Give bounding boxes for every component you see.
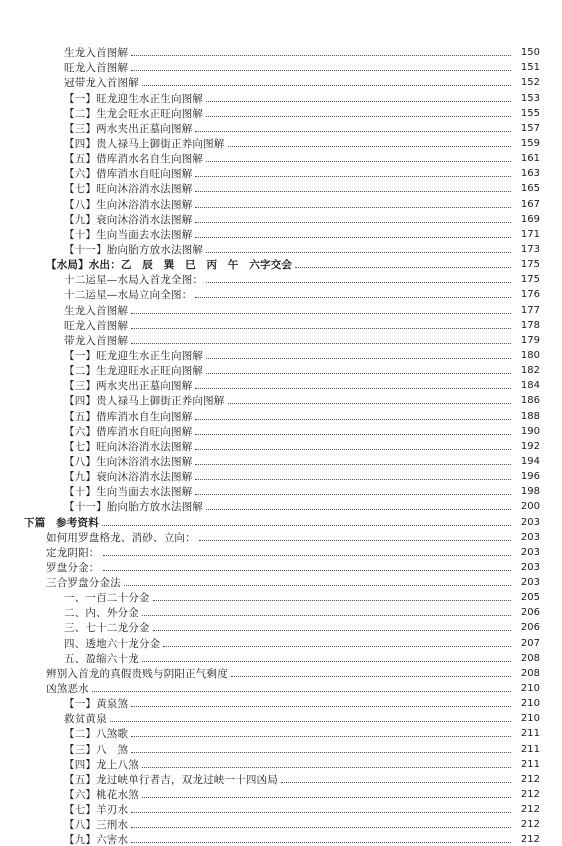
toc-entry-title: 【九】六害水 — [64, 834, 129, 846]
dot-leader — [131, 327, 511, 329]
toc-entry-title: 定龙阴阳： — [46, 546, 100, 559]
toc-entry — [0, 256, 562, 271]
toc-entry-title: 【九】衰向沐浴消水法图解 — [64, 213, 193, 226]
toc-entry-line — [64, 244, 514, 256]
dot-leader — [206, 160, 511, 162]
toc-entry — [0, 831, 562, 846]
toc-entry-line — [64, 335, 514, 347]
toc-entry-title: 如何用罗盘格龙、消砂、立向： — [46, 531, 196, 544]
toc-entry-title: 【六】借库消水自旺向图解 — [64, 425, 193, 438]
toc-entry-title: 一、一百二十分金 — [64, 592, 150, 605]
dot-leader — [206, 100, 511, 102]
dot-leader — [195, 206, 511, 208]
dot-leader — [142, 796, 511, 798]
dot-leader — [103, 554, 512, 556]
toc-entry-title: 【六】桃花水煞 — [64, 789, 139, 802]
toc-entry-line — [64, 607, 514, 619]
toc-entry-page-number: 203 — [520, 531, 540, 543]
toc-entry-title: 凶煞恶水 — [46, 683, 89, 696]
toc-entry-title: 【十一】胎向胎方放水法图解 — [64, 243, 204, 256]
toc-entry-title: 十二运星—水局立向全图： — [64, 289, 193, 302]
dot-leader — [153, 599, 511, 601]
toc-entry-title: 三合罗盘分金法 — [46, 577, 121, 590]
toc-entry — [0, 301, 562, 316]
toc-entry-page-number: 175 — [520, 274, 540, 286]
toc-entry-title: 【七】羊刃水 — [64, 804, 129, 817]
dot-leader — [110, 720, 511, 722]
toc-entry-page-number: 152 — [520, 77, 540, 89]
dot-leader — [131, 69, 511, 71]
toc-entry-page-number: 176 — [520, 289, 540, 301]
dot-leader — [153, 629, 511, 631]
toc-entry-title: 带龙入首图解 — [64, 334, 129, 347]
toc-entry-page-number: 153 — [520, 92, 540, 104]
dot-leader — [131, 312, 511, 314]
toc-entry — [0, 44, 562, 59]
toc-entry — [0, 695, 562, 710]
toc-entry-line — [64, 123, 514, 135]
toc-entry-page-number: 200 — [520, 501, 540, 513]
toc-entry-title: 【一】旺龙迎生水正生向图解 — [64, 92, 204, 105]
toc-entry-title: 罗盘分金： — [46, 561, 100, 574]
toc-entry — [0, 59, 562, 74]
toc-entry — [0, 816, 562, 831]
toc-entry — [0, 483, 562, 498]
toc-entry-page-number: 190 — [520, 425, 540, 437]
toc-entry-page-number: 212 — [520, 819, 540, 831]
toc-entry-page-number: 212 — [520, 773, 540, 785]
toc-entry-title: 四、透地六十龙分金 — [64, 637, 161, 650]
toc-entry — [0, 786, 562, 801]
toc-entry-line — [64, 592, 514, 604]
dot-leader — [195, 130, 511, 132]
dot-leader — [206, 115, 511, 117]
toc-entry-page-number: 192 — [520, 440, 540, 452]
dot-leader — [142, 766, 511, 768]
toc-entry-line — [64, 274, 514, 286]
toc-entry-title: 【四】贵人禄马上御街正养向图解 — [64, 395, 225, 408]
toc-entry — [0, 619, 562, 634]
toc-entry — [0, 423, 562, 438]
toc-entry-line — [64, 153, 514, 165]
toc-entry-line — [64, 501, 514, 513]
toc-entry-page-number: 155 — [520, 107, 540, 119]
dot-leader — [206, 357, 511, 359]
toc-entry — [0, 377, 562, 392]
toc-entry-title: 旺龙入首图解 — [64, 62, 129, 75]
toc-entry — [0, 498, 562, 513]
toc-entry — [0, 665, 562, 680]
toc-entry — [0, 180, 562, 195]
toc-entry-line — [64, 199, 514, 211]
toc-entry-page-number: 165 — [520, 183, 540, 195]
dot-leader — [206, 281, 511, 283]
toc-entry — [0, 120, 562, 135]
toc-entry-page-number: 182 — [520, 365, 540, 377]
toc-entry-title: 生龙入首图解 — [64, 304, 129, 317]
dot-leader — [163, 645, 511, 647]
toc-entry — [0, 589, 562, 604]
dot-leader — [131, 342, 511, 344]
toc-entry-line — [64, 789, 514, 801]
toc-entry-line — [64, 229, 514, 241]
toc-entry-line — [64, 411, 514, 423]
toc-entry — [0, 801, 562, 816]
toc-entry-line — [64, 108, 514, 120]
toc-entry-page-number: 194 — [520, 455, 540, 467]
toc-entry-line — [64, 350, 514, 362]
toc-entry-title: 【十】生向当面去水法图解 — [64, 228, 193, 241]
toc-entry-page-number: 188 — [520, 410, 540, 422]
toc-entry-line — [64, 62, 514, 74]
toc-entry-page-number: 206 — [520, 622, 540, 634]
dot-leader — [131, 705, 511, 707]
toc-entry-page-number: 203 — [520, 546, 540, 558]
toc-entry — [0, 362, 562, 377]
dot-leader — [131, 811, 511, 813]
dot-leader — [142, 84, 511, 86]
toc-entry-page-number: 171 — [520, 228, 540, 240]
dot-leader — [131, 841, 511, 843]
dot-leader — [131, 826, 511, 828]
toc-entry-title: 【五】借库消水名自生向图解 — [64, 153, 204, 166]
toc-entry-page-number: 210 — [520, 683, 540, 695]
toc-entry-title: 冠带龙入首图解 — [64, 77, 139, 90]
toc-entry-title: 【一】黄泉煞 — [64, 698, 129, 711]
toc-entry-page-number: 212 — [520, 834, 540, 846]
toc-entry-title: 旺龙入首图解 — [64, 319, 129, 332]
toc-entry-line — [64, 214, 514, 226]
toc-entry-line — [46, 562, 514, 574]
toc-entry-line — [64, 93, 514, 105]
toc-entry-page-number: 208 — [520, 667, 540, 679]
toc-entry-line — [64, 305, 514, 317]
toc-entry-line — [46, 683, 514, 695]
toc-entry-title: 生龙入首图解 — [64, 47, 129, 60]
toc-entry-title: 【七】旺向沐浴消水法图解 — [64, 440, 193, 453]
toc-entry — [0, 650, 562, 665]
toc-entry-page-number: 178 — [520, 319, 540, 331]
toc-entry-page-number: 196 — [520, 471, 540, 483]
toc-entry — [0, 347, 562, 362]
dot-leader — [206, 372, 511, 374]
toc-entry-line — [64, 441, 514, 453]
dot-leader — [195, 190, 511, 192]
toc-entry-title: 二、内、外分金 — [64, 607, 139, 620]
toc-entry-line — [64, 365, 514, 377]
toc-entry-page-number: 205 — [520, 592, 540, 604]
toc-entry-title: 【五】龙过峡单行者吉，双龙过峡一十四凶局 — [64, 773, 278, 786]
toc-entry — [0, 438, 562, 453]
toc-entry — [0, 725, 562, 740]
toc-entry-page-number: 184 — [520, 380, 540, 392]
dot-leader — [142, 614, 511, 616]
toc-entry-title: 五、盈缩六十龙 — [64, 652, 139, 665]
toc-entry-title: 【二】生龙迎旺水正旺向图解 — [64, 365, 204, 378]
dot-leader — [206, 508, 511, 510]
toc-entry-title: 【十一】胎向胎方放水法图解 — [64, 501, 204, 514]
toc-entry — [0, 271, 562, 286]
toc-entry-page-number: 177 — [520, 304, 540, 316]
toc-entry-page-number: 167 — [520, 198, 540, 210]
dot-leader — [131, 54, 511, 56]
toc-entry-title: 辨别入首龙的真假贵贱与阴阳正气剩度 — [46, 667, 228, 680]
toc-entry-line — [64, 168, 514, 180]
dot-leader — [295, 266, 511, 268]
toc-entry-line — [64, 320, 514, 332]
toc-entry-page-number: 203 — [520, 577, 540, 589]
toc-entry-title: 【八】三刑水 — [64, 819, 129, 832]
toc-entry-line — [64, 744, 514, 756]
dot-leader — [103, 569, 512, 571]
dot-leader — [199, 539, 511, 541]
toc-entry — [0, 529, 562, 544]
toc-entry-title: 下篇 参考资料 — [24, 516, 99, 529]
toc-entry-line — [46, 577, 514, 589]
toc-entry-line — [64, 77, 514, 89]
toc-entry — [0, 544, 562, 559]
toc-entry — [0, 453, 562, 468]
toc-entry — [0, 740, 562, 755]
toc-entry-page-number: 198 — [520, 486, 540, 498]
toc-entry-line — [64, 774, 514, 786]
toc-entry-title: 【九】衰向沐浴消水法图解 — [64, 471, 193, 484]
toc-entry-page-number: 161 — [520, 153, 540, 165]
toc-entry — [0, 392, 562, 407]
dot-leader — [102, 524, 511, 526]
toc-entry-title: 【一】旺龙迎生水正生向图解 — [64, 349, 204, 362]
toc-entry-line — [64, 486, 514, 498]
toc-entry-title: 【三】两水夹出正墓向图解 — [64, 380, 193, 393]
toc-entry-line — [64, 426, 514, 438]
dot-leader — [228, 145, 512, 147]
toc-entry-line — [64, 395, 514, 407]
toc-entry — [0, 756, 562, 771]
toc-entry-line — [46, 547, 514, 559]
toc-entry-line — [64, 834, 514, 846]
toc-entry-page-number: 210 — [520, 698, 540, 710]
toc-entry-page-number: 212 — [520, 804, 540, 816]
dot-leader — [195, 296, 511, 298]
toc-entry — [0, 105, 562, 120]
toc-entry-title: 【三】两水夹出正墓向图解 — [64, 122, 193, 135]
toc-entry — [0, 634, 562, 649]
toc-entry-title: 【四】贵人禄马上御街正养向图解 — [64, 137, 225, 150]
toc-entry — [0, 604, 562, 619]
toc-entry-page-number: 169 — [520, 213, 540, 225]
dot-leader — [195, 236, 511, 238]
toc-entry-line — [46, 668, 514, 680]
toc-entry-title: 【七】旺向沐浴消水法图解 — [64, 183, 193, 196]
toc-entry-line — [64, 456, 514, 468]
dot-leader — [195, 418, 511, 420]
toc-entry — [0, 771, 562, 786]
toc-entry — [0, 89, 562, 104]
dot-leader — [228, 402, 512, 404]
toc-entry-line — [64, 622, 514, 634]
toc-entry-page-number: 208 — [520, 652, 540, 664]
toc-entry — [0, 574, 562, 589]
toc-entry — [0, 468, 562, 483]
toc-entry-title: 【十】生向当面去水法图解 — [64, 486, 193, 499]
toc-entry-line — [64, 713, 514, 725]
dot-leader — [124, 584, 511, 586]
toc-entry — [0, 226, 562, 241]
toc-entry-page-number: 206 — [520, 607, 540, 619]
toc-entry-title: 【三】八 煞 — [64, 743, 129, 756]
toc-entry-title: 【二】生龙会旺水正旺向图解 — [64, 107, 204, 120]
toc-entry-title: 【六】借库消水自旺向图解 — [64, 168, 193, 181]
toc-entry-line — [46, 259, 514, 271]
toc-entry-line — [64, 47, 514, 59]
dot-leader — [131, 751, 511, 753]
toc-entry — [0, 241, 562, 256]
toc-entry-line — [64, 728, 514, 740]
toc-entry-title: 救贫黄泉 — [64, 713, 107, 726]
dot-leader — [206, 251, 511, 253]
toc-entry — [0, 332, 562, 347]
toc-entry — [0, 211, 562, 226]
toc-entry — [0, 135, 562, 150]
toc-entry-page-number: 175 — [520, 259, 540, 271]
dot-leader — [195, 387, 511, 389]
toc-entry-page-number: 203 — [520, 516, 540, 528]
dot-leader — [195, 221, 511, 223]
toc-entry-line — [64, 759, 514, 771]
toc-entry-line — [24, 517, 514, 529]
toc-entry-line — [64, 638, 514, 650]
toc-entry — [0, 710, 562, 725]
toc-entry-page-number: 211 — [520, 728, 540, 740]
toc-entry — [0, 74, 562, 89]
table-of-contents — [0, 44, 562, 846]
toc-entry-line — [64, 653, 514, 665]
toc-entry-page-number: 211 — [520, 743, 540, 755]
toc-entry-title: 【二】八煞歌 — [64, 728, 129, 741]
toc-entry-title: 【四】龙上八煞 — [64, 758, 139, 771]
toc-entry-page-number: 207 — [520, 637, 540, 649]
toc-entry-line — [64, 138, 514, 150]
toc-entry-line — [64, 698, 514, 710]
dot-leader — [195, 433, 511, 435]
toc-entry-line — [64, 380, 514, 392]
toc-entry-page-number: 179 — [520, 334, 540, 346]
toc-entry-page-number: 150 — [520, 47, 540, 59]
toc-entry-page-number: 210 — [520, 713, 540, 725]
toc-entry — [0, 680, 562, 695]
toc-entry — [0, 165, 562, 180]
toc-entry-title: 【八】生向沐浴消水法图解 — [64, 455, 193, 468]
toc-entry-page-number: 163 — [520, 168, 540, 180]
toc-entry-title: 【五】借库消水自生向图解 — [64, 410, 193, 423]
toc-entry-title: 十二运星—水局入首龙全图： — [64, 274, 204, 287]
toc-entry-page-number: 151 — [520, 62, 540, 74]
toc-entry-page-number: 180 — [520, 349, 540, 361]
toc-entry-line — [64, 804, 514, 816]
toc-entry-line — [64, 183, 514, 195]
toc-entry — [0, 407, 562, 422]
toc-entry — [0, 317, 562, 332]
dot-leader — [195, 493, 511, 495]
toc-entry-line — [64, 819, 514, 831]
toc-entry-line — [46, 532, 514, 544]
dot-leader — [281, 781, 511, 783]
toc-entry — [0, 559, 562, 574]
toc-entry-title: 【八】生向沐浴消水法图解 — [64, 198, 193, 211]
toc-entry-line — [64, 471, 514, 483]
toc-entry-line — [64, 289, 514, 301]
toc-entry — [0, 150, 562, 165]
toc-entry — [0, 195, 562, 210]
dot-leader — [92, 690, 511, 692]
dot-leader — [131, 735, 511, 737]
toc-entry — [0, 513, 562, 528]
toc-entry-page-number: 211 — [520, 758, 540, 770]
toc-entry-page-number: 212 — [520, 789, 540, 801]
dot-leader — [195, 463, 511, 465]
toc-entry-page-number: 203 — [520, 561, 540, 573]
toc-entry-title: 【水局】水出：乙 辰 巽 巳 丙 午 六字交会 — [46, 259, 293, 272]
toc-entry-page-number: 157 — [520, 122, 540, 134]
toc-entry-page-number: 173 — [520, 243, 540, 255]
dot-leader — [142, 660, 511, 662]
dot-leader — [195, 175, 511, 177]
dot-leader — [195, 478, 511, 480]
toc-entry-page-number: 186 — [520, 395, 540, 407]
dot-leader — [231, 675, 511, 677]
toc-entry — [0, 286, 562, 301]
toc-entry-page-number: 159 — [520, 137, 540, 149]
toc-entry-title: 三、七十二龙分金 — [64, 622, 150, 635]
dot-leader — [195, 448, 511, 450]
